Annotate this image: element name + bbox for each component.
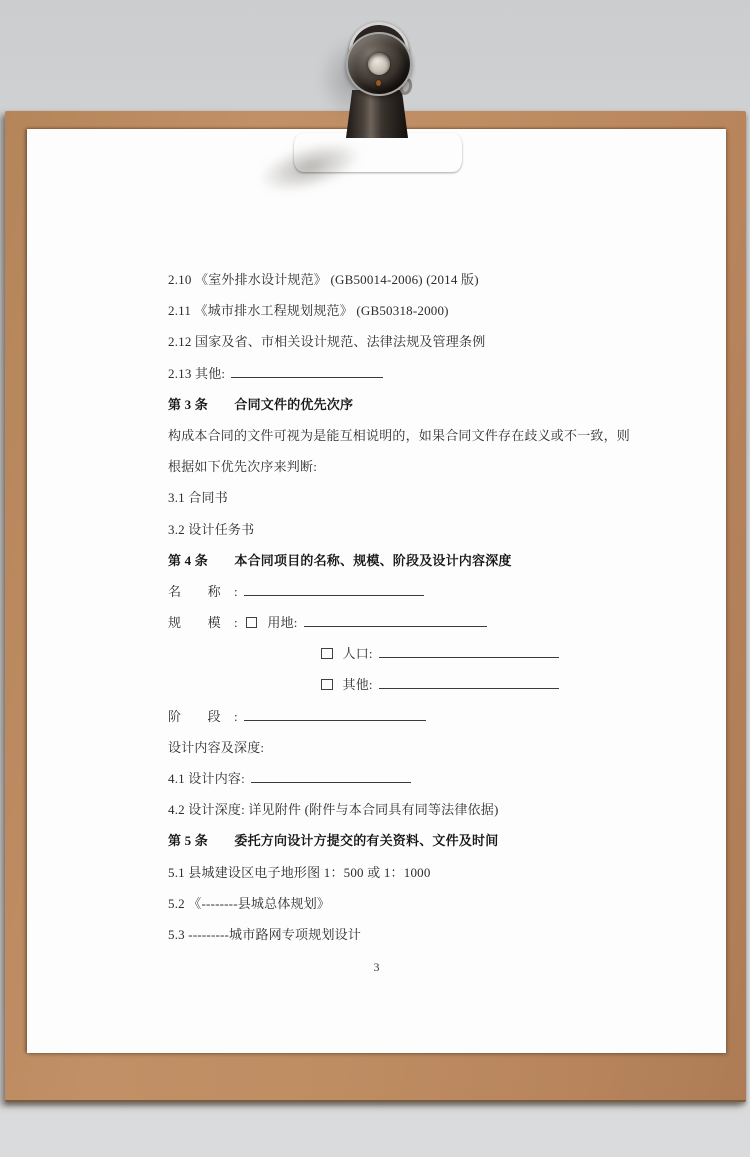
doc-line: 2.12 国家及省、市相关设计规范、法律法规及管理条例	[168, 334, 486, 350]
blank-underline	[244, 583, 424, 596]
blank-underline	[231, 365, 383, 378]
clip-knob	[346, 32, 412, 96]
blank-underline	[379, 676, 559, 689]
blank-underline	[304, 614, 487, 627]
doc-line-text: 其他:	[342, 677, 373, 693]
doc-line-text: 阶 段 :	[168, 708, 238, 724]
doc-line: 3.1 合同书	[168, 490, 228, 506]
doc-line-text: 名 称 :	[168, 583, 238, 599]
doc-line: 2.10 《室外排水设计规范》 (GB50014-2006) (2014 版)	[168, 272, 479, 287]
doc-line	[168, 701, 586, 732]
doc-line: 设计内容及深度:	[168, 739, 265, 755]
doc-line	[168, 763, 586, 794]
clip-rivet	[376, 80, 381, 86]
doc-line	[168, 607, 586, 638]
doc-line: 5.1 县城建设区电子地形图 1：500 或 1：1000	[168, 864, 431, 880]
doc-line: 4.2 设计深度: 详见附件 (附件与本合同具有同等法律依据)	[168, 802, 499, 818]
section-heading: 第 3 条 合同文件的优先次序	[168, 396, 354, 412]
doc-line: 5.2 《--------县城总体规划》	[168, 895, 331, 911]
doc-line	[168, 358, 586, 389]
doc-line	[168, 576, 586, 607]
doc-line	[168, 669, 586, 700]
blank-underline	[251, 770, 411, 783]
checkbox-icon	[246, 617, 258, 629]
doc-line-text: 4.1 设计内容:	[168, 771, 245, 786]
doc-line: 3.2 设计任务书	[168, 521, 255, 537]
blank-underline	[379, 645, 559, 658]
section-heading: 第 5 条 委托方向设计方提交的有关资料、文件及时间	[168, 833, 499, 849]
section-heading: 第 4 条 本合同项目的名称、规模、阶段及设计内容深度	[168, 552, 512, 568]
page-number: 3	[373, 960, 380, 974]
document-content	[27, 129, 726, 1053]
doc-line-text: 2.13 其他:	[168, 365, 226, 381]
document-page	[27, 129, 726, 1053]
doc-line: 构成本合同的文件可视为是能互相说明的，如果合同文件存在歧义或不一致，则	[168, 427, 631, 443]
doc-line-text: 用地:	[267, 615, 298, 631]
doc-line: 2.11 《城市排水工程规划规范》 (GB50318-2000)	[168, 303, 449, 319]
doc-line-text: 规 模 :	[168, 615, 238, 631]
clip-spring-ring	[349, 22, 409, 80]
blank-underline	[244, 708, 426, 721]
doc-line-text: 人口:	[342, 646, 373, 662]
checkbox-icon	[321, 679, 333, 691]
clip-hole	[368, 53, 390, 75]
checkbox-icon	[321, 648, 333, 660]
clip-shadow	[318, 36, 388, 122]
doc-line: 5.3 ---------城市路网专项规划设计	[168, 926, 362, 942]
doc-line	[168, 638, 586, 669]
doc-line: 根据如下优先次序来判断:	[168, 459, 318, 475]
clip-lever	[398, 77, 414, 96]
